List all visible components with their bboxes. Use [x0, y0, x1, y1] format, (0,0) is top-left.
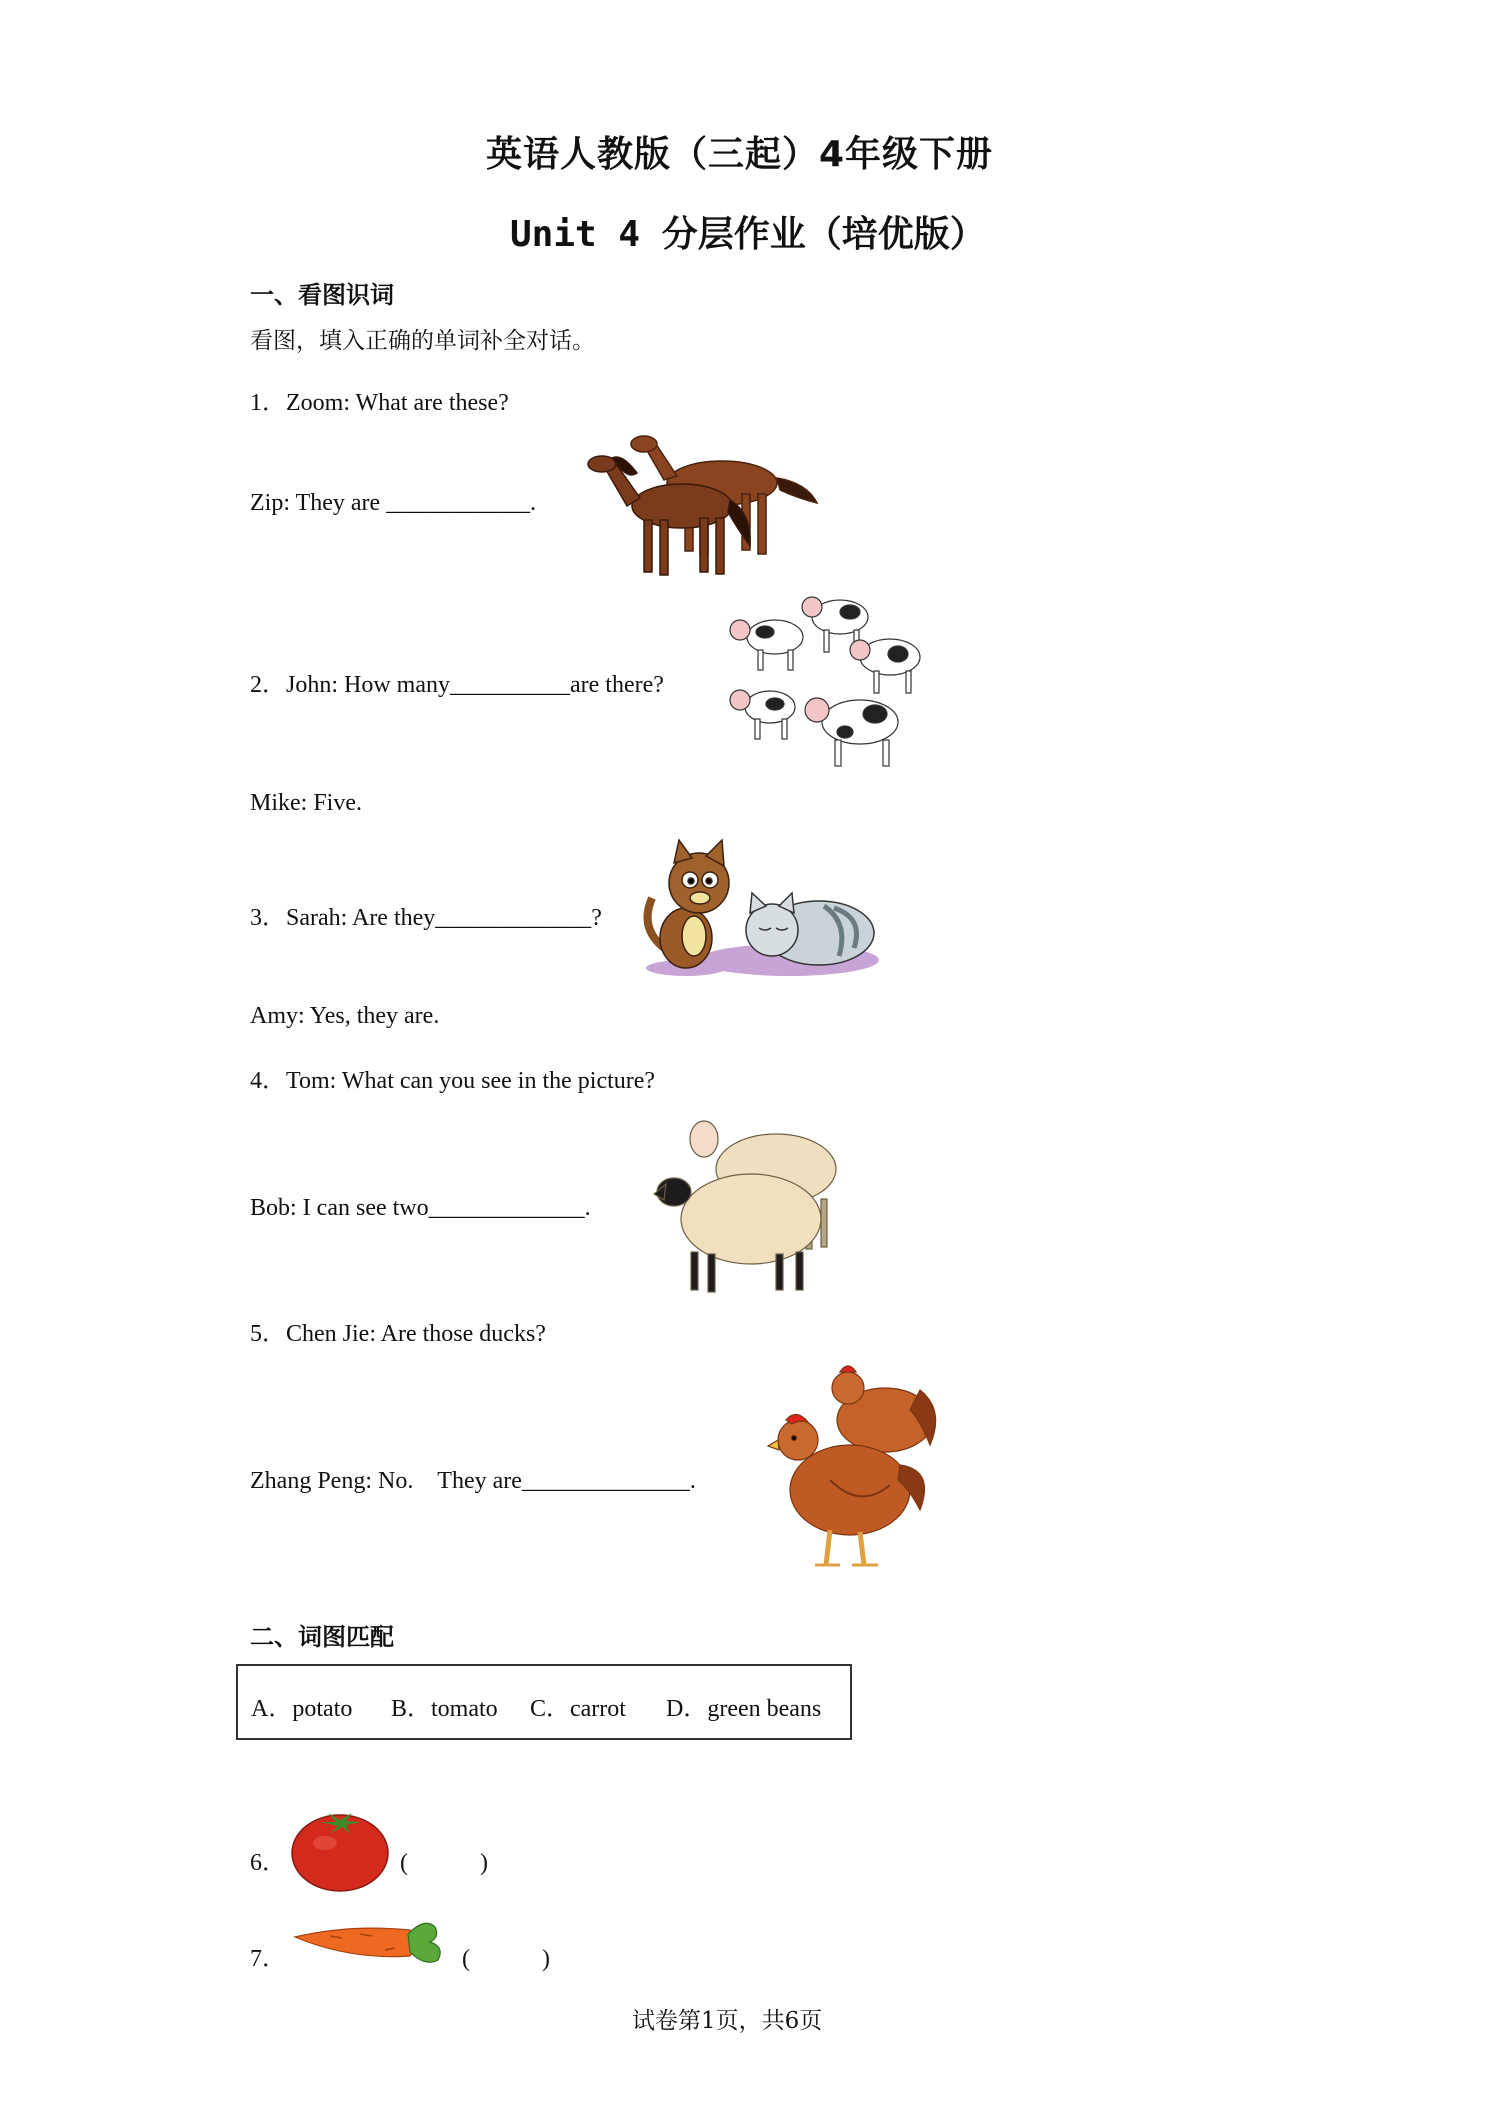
option-d: D．green beans — [666, 1696, 822, 1722]
word-options-box — [236, 1664, 852, 1740]
carrot-image — [290, 1912, 450, 1977]
question-7-number: 7． — [250, 1946, 286, 1972]
instruction-text: 看图，填入正确的单词补全对话。 — [250, 328, 595, 354]
horses-image — [582, 428, 822, 578]
question-3-answer-line: Amy: Yes, they are. — [250, 1003, 440, 1029]
question-3-prompt: 3．Sarah: Are they_____________? — [250, 905, 602, 931]
question-1-prompt: 1．Zoom: What are these? — [250, 390, 509, 416]
question-4-answer-line: Bob: I can see two_____________. — [250, 1195, 591, 1221]
question-6-answer-bracket[interactable]: ( ) — [400, 1850, 488, 1876]
cats-image — [634, 838, 884, 983]
question-2-answer-line: Mike: Five. — [250, 790, 362, 816]
tomato-image — [290, 1808, 390, 1893]
section-heading-1: 一、看图识词 — [250, 281, 394, 309]
page-title: 英语人教版（三起）4年级下册 — [486, 134, 994, 175]
option-a: A．potato — [251, 1696, 353, 1722]
question-2-prompt: 2．John: How many__________are there? — [250, 672, 664, 698]
cows-image — [720, 582, 935, 772]
question-5-prompt: 5．Chen Jie: Are those ducks? — [250, 1321, 546, 1347]
page-subtitle: Unit 4 分层作业（培优版） — [510, 214, 986, 255]
option-c: C．carrot — [530, 1696, 626, 1722]
option-b: B．tomato — [391, 1696, 498, 1722]
hens-image — [760, 1360, 945, 1575]
question-5-answer-line: Zhang Peng: No. They are______________. — [250, 1468, 696, 1494]
sheep-image — [646, 1114, 856, 1294]
question-7-answer-bracket[interactable]: ( ) — [462, 1946, 550, 1972]
page-footer: 试卷第1页，共6页 — [632, 2008, 823, 2034]
section-heading-2: 二、词图匹配 — [250, 1623, 394, 1651]
question-1-answer-line: Zip: They are ____________. — [250, 490, 537, 516]
question-4-prompt: 4．Tom: What can you see in the picture? — [250, 1068, 656, 1094]
question-6-number: 6． — [250, 1850, 286, 1876]
